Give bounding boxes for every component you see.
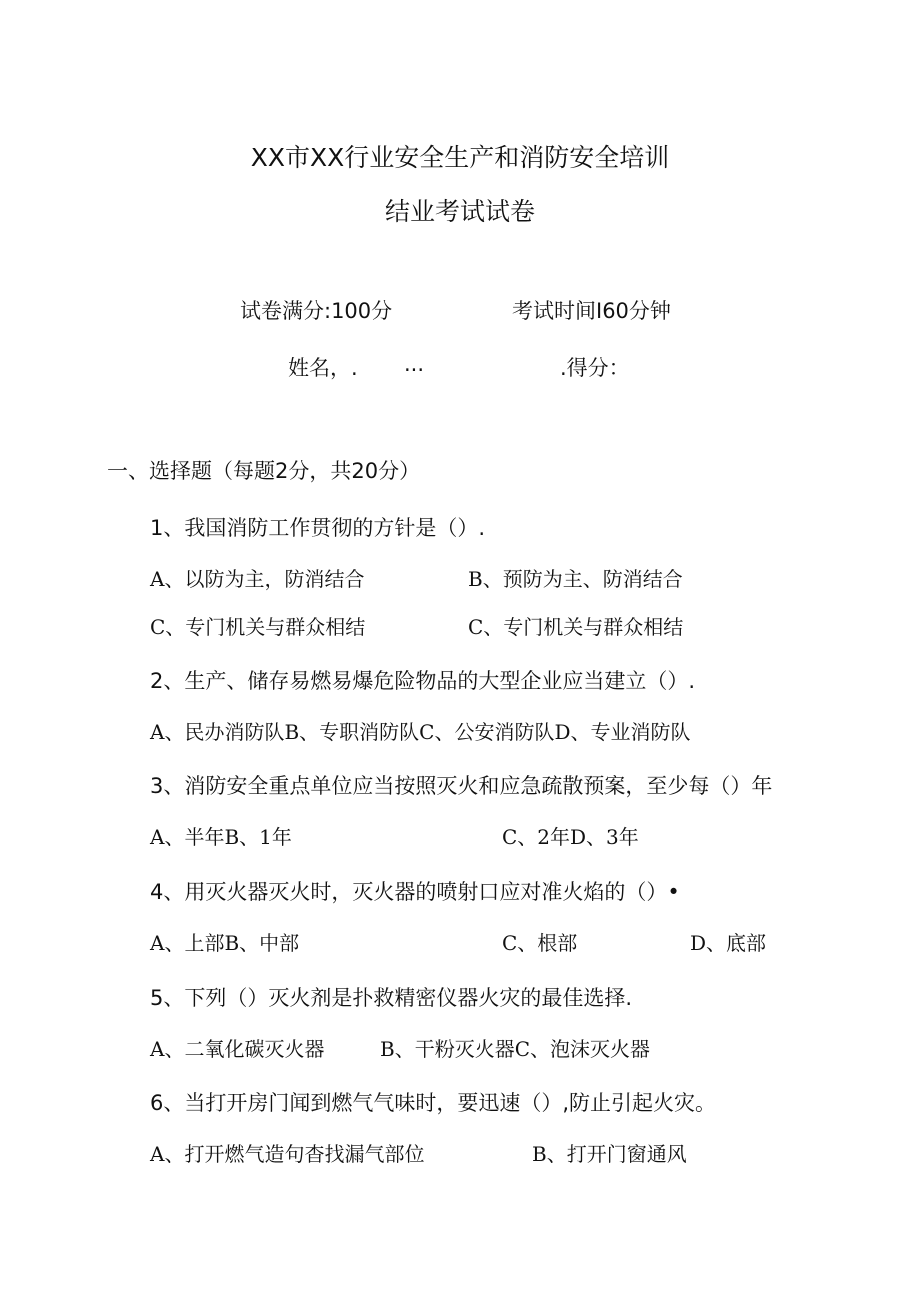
exam-title-line-1: XX市XX行业安全生产和消防安全培训	[250, 143, 670, 172]
name-blank-dots: ...	[404, 352, 425, 376]
question-3-options-ab: A、半年B、1年	[150, 825, 292, 849]
question-5: 5、下列（）灭火剂是扑救精密仪器火灾的最佳选择.	[150, 986, 633, 1010]
question-6-option-a: A、打开燃气造句杳找漏气部位	[150, 1142, 425, 1166]
full-score-label: 试卷满分:100分	[240, 299, 393, 323]
question-1-option-c: C、专门机关与群众相结	[150, 615, 366, 639]
question-5-option-a: A、二氧化碳灭火器	[150, 1037, 325, 1061]
question-4-option-d: D、底部	[690, 931, 767, 955]
question-6: 6、当打开房门闻到燃气气味时，要迅速（）,防止引起火灾。	[150, 1091, 717, 1115]
question-5-options-bc: B、干粉灭火器C、泡沫灭火器	[380, 1037, 650, 1061]
question-2: 2、生产、储存易燃易爆危险物品的大型企业应当建立（）.	[150, 669, 696, 693]
question-1: 1、我国消防工作贯彻的方针是（）.	[150, 516, 486, 540]
question-4-options-ab: A、上部B、中部	[150, 931, 300, 955]
question-1-option-c-duplicate: C、专门机关与群众相结	[468, 615, 684, 639]
question-4-option-c: C、根部	[502, 931, 578, 955]
name-label: 姓名，.	[288, 356, 358, 380]
score-label: .得分：	[560, 356, 630, 380]
question-1-option-a: A、以防为主，防消结合	[150, 567, 365, 591]
question-6-option-b: B、打开门窗通风	[532, 1142, 687, 1166]
exam-title-line-2: 结业考试试卷	[384, 197, 535, 226]
question-3-options-cd: C、2年D、3年	[502, 825, 639, 849]
section-heading: 一、选择题（每题2分，共20分）	[107, 459, 421, 483]
exam-time-label: 考试时间I60分钟	[512, 299, 671, 323]
question-3: 3、消防安全重点单位应当按照灭火和应急疏散预案，至少每（）年	[150, 774, 773, 798]
question-2-options: A、民办消防队B、专职消防队C、公安消防队D、专业消防队	[150, 720, 691, 744]
question-4: 4、用灭火器灭火时，灭火器的喷射口应对准火焰的（）•	[150, 880, 680, 904]
question-1-option-b: B、预防为主、防消结合	[468, 567, 683, 591]
